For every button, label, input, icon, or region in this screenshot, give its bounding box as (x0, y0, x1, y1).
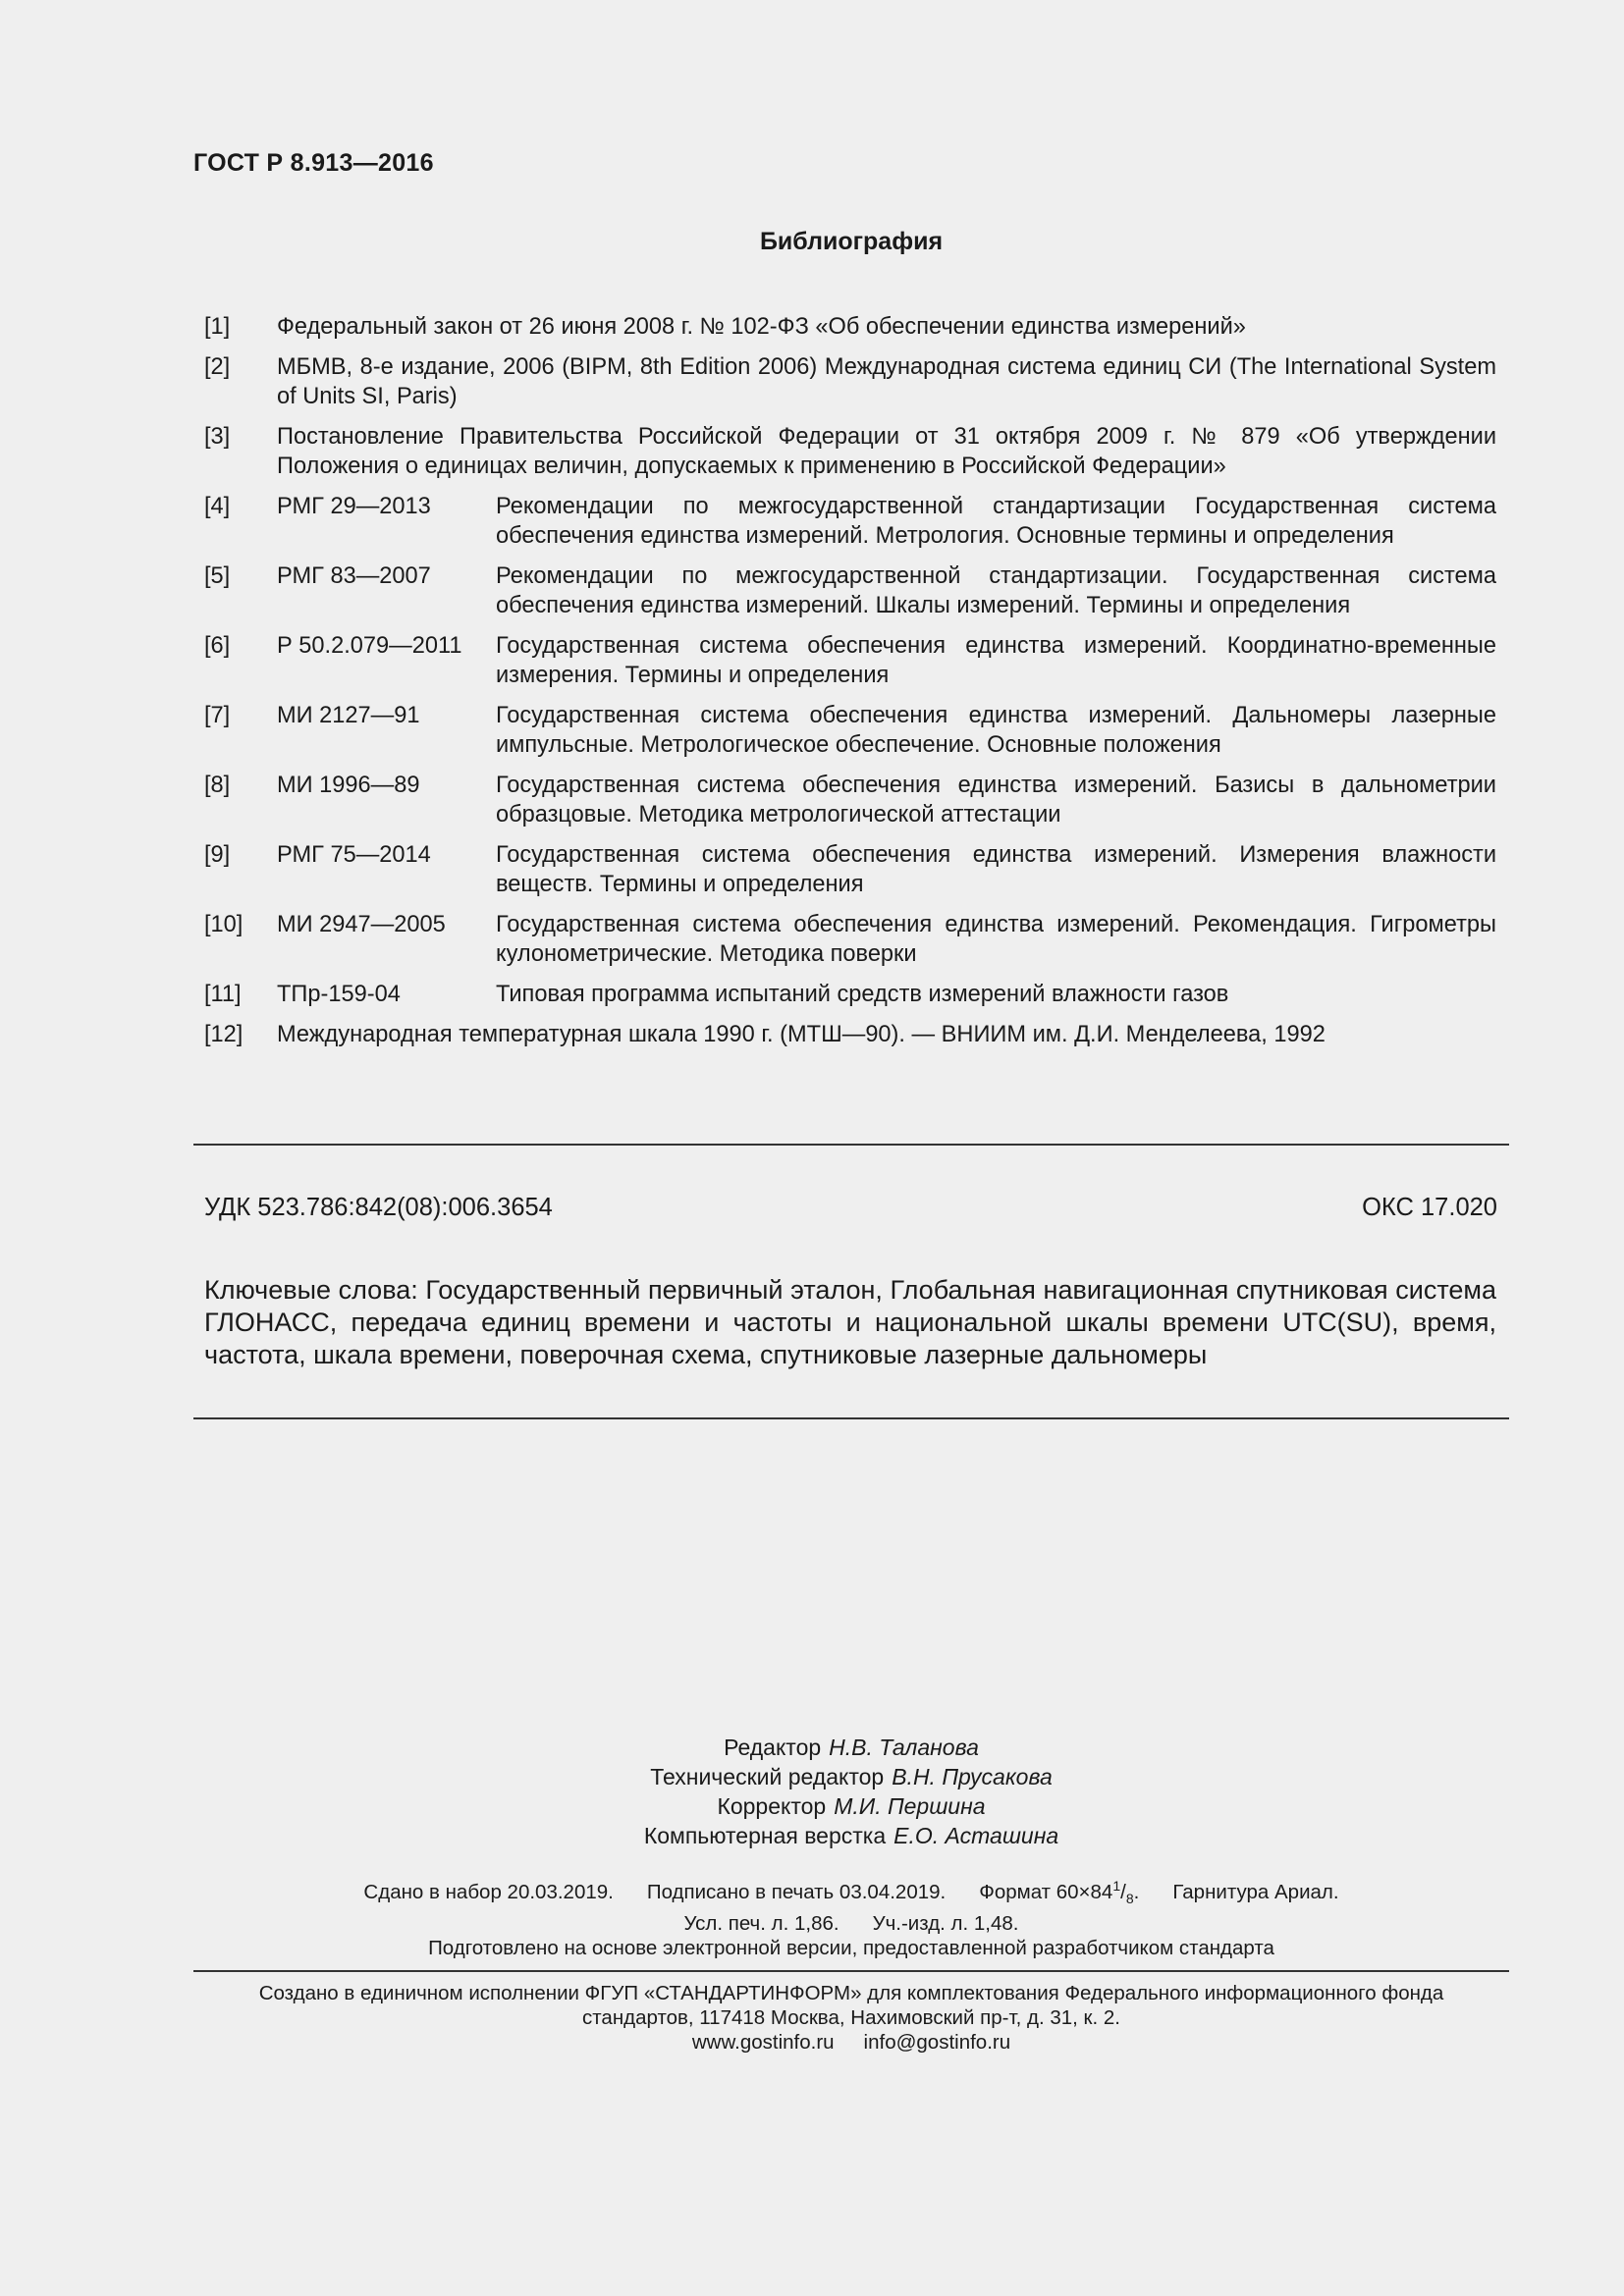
print-line-2 (0, 1911, 1624, 1936)
entry-number: [11] (204, 982, 242, 1007)
entry-text: Государственная система обеспечения единства измерений. Базисы в дальнометрии образцовые. Методика метрологической аттестации (496, 773, 1496, 828)
entry-code: РМГ 83—2007 (277, 563, 431, 589)
print-info (0, 1874, 1624, 1960)
footer-line-1: Создано в единичном исполнении ФГУП «СТАНДАРТИНФОРМ» для комплектования Федерального информационного фонда (258, 1982, 1444, 2004)
staff-role: Компьютерная верстка (643, 1823, 887, 1848)
divider-footer (193, 1970, 1509, 1972)
footer-contacts (0, 2030, 1624, 2055)
entry-number: [8] (204, 773, 231, 798)
entry-text: Государственная система обеспечения единства измерений. Рекомендация. Гигрометры кулонометрические. Методика поверки (496, 912, 1496, 967)
website-link[interactable]: www.gostinfo.ru (691, 2031, 835, 2054)
publishing-sheets: Уч.-изд. л. 1,48. (872, 1912, 1019, 1935)
publisher-footer (0, 1981, 1624, 2055)
bibliography-title: Библиография (759, 228, 944, 255)
bibliography-entry (204, 910, 1496, 969)
editorial-staff (0, 1733, 1624, 1850)
entry-code: МИ 1996—89 (277, 773, 420, 798)
bibliography-entry (204, 492, 1496, 551)
bibliography-entry (204, 312, 1496, 342)
entry-number: [3] (204, 424, 231, 450)
entry-text: Международная температурная шкала 1990 г. (МТШ—90). — ВНИИМ им. Д.И. Менделеева, 1992 (277, 1022, 1326, 1047)
print-sheets: Усл. печ. л. 1,86. (683, 1912, 839, 1935)
entry-number: [9] (204, 842, 231, 868)
entry-code: МИ 2947—2005 (277, 912, 446, 937)
entry-code: ТПр-159-04 (277, 982, 401, 1007)
entry-code: РМГ 29—2013 (277, 494, 431, 519)
entry-code: РМГ 75—2014 (277, 842, 431, 868)
divider-top (193, 1144, 1509, 1146)
paper-format: Формат $60\times 84^1/_8$. (979, 1878, 1140, 1906)
bibliography-entry (204, 980, 1496, 1009)
email-link[interactable]: info@gostinfo.ru (863, 2031, 1011, 2054)
entry-text: Рекомендации по межгосударственной стандартизации Государственная система обеспечения единства измерений. Метрология. Основные термины и определения (496, 494, 1496, 549)
entry-text: Государственная система обеспечения единства измерений. Координатно-временные измерения. Термины и определения (496, 633, 1496, 688)
signed-date: Подписано в печать 03.04.2019. (646, 1881, 947, 1903)
staff-role: Корректор (717, 1793, 827, 1819)
entry-text: Постановление Правительства Российской Федерации от 31 октября 2009 г. № 879 «Об утверждении Положения о единицах величин, допускаемых к применению в Российской Федерации» (277, 424, 1496, 479)
bibliography-entry (204, 701, 1496, 760)
entry-number: [5] (204, 563, 231, 589)
staff-name: Е.О. Асташина (893, 1823, 1059, 1848)
entry-text: Федеральный закон от 26 июня 2008 г. № 102-ФЗ «Об обеспечении единства измерений» (277, 314, 1246, 340)
bibliography-list (204, 312, 1496, 1060)
prepared-note: Подготовлено на основе электронной версии, предоставленной разработчиком стандарта (428, 1937, 1274, 1959)
entry-number: [4] (204, 494, 231, 519)
entry-text: Государственная система обеспечения единства измерений. Измерения влажности веществ. Термины и определения (496, 842, 1496, 897)
entry-text: Типовая программа испытаний средств измерений влажности газов (496, 982, 1229, 1007)
staff-role: Редактор (724, 1735, 822, 1760)
typeface: Гарнитура Ариал. (1172, 1881, 1339, 1903)
entry-text: Рекомендации по межгосударственной стандартизации. Государственная система обеспечения единства измерений. Шкалы измерений. Термины и определения (496, 563, 1496, 618)
udk-code: УДК 523.786:842(08):006.3654 (204, 1194, 553, 1221)
entry-code: МИ 2127—91 (277, 703, 420, 728)
bibliography-entry (204, 561, 1496, 620)
entry-number: [2] (204, 354, 231, 380)
entry-number: [1] (204, 314, 231, 340)
staff-line (0, 1821, 1624, 1850)
bibliography-entry (204, 771, 1496, 829)
staff-name: Н.В. Таланова (829, 1735, 979, 1760)
print-line-1 (0, 1874, 1624, 1911)
divider-keywords (193, 1417, 1509, 1419)
bibliography-entry (204, 422, 1496, 481)
bibliography-entry (204, 840, 1496, 899)
bibliography-entry (204, 352, 1496, 411)
staff-line (0, 1762, 1624, 1791)
staff-name: В.Н. Прусакова (892, 1764, 1053, 1789)
bibliography-entry (204, 1020, 1496, 1049)
document-code: ГОСТ Р 8.913—2016 (193, 149, 434, 177)
entry-number: [6] (204, 633, 231, 659)
keywords: Ключевые слова: Государственный первичный эталон, Глобальная навигационная спутниковая система ГЛОНАСС, передача единиц времени и частоты и национальной шкалы времени UTC(SU), время, частота, шкала времени, поверочная схема, спутниковые лазерные дальномеры (204, 1275, 1496, 1369)
oks-code: ОКС 17.020 (1362, 1194, 1497, 1221)
staff-name: М.И. Першина (834, 1793, 986, 1819)
entry-number: [7] (204, 703, 231, 728)
submitted-date: Сдано в набор 20.03.2019. (363, 1881, 614, 1903)
bibliography-entry (204, 631, 1496, 690)
entry-code: Р 50.2.079—2011 (277, 633, 462, 659)
staff-role: Технический редактор (650, 1764, 885, 1789)
entry-number: [12] (204, 1022, 244, 1047)
footer-line-2: стандартов, 117418 Москва, Нахимовский пр-т, д. 31, к. 2. (582, 2006, 1120, 2029)
entry-number: [10] (204, 912, 244, 937)
staff-line (0, 1791, 1624, 1821)
staff-line (0, 1733, 1624, 1762)
entry-text: МБМВ, 8-е издание, 2006 (BIPM, 8th Edition 2006) Международная система единиц СИ (The International System of Units SI, Paris) (277, 354, 1496, 409)
entry-text: Государственная система обеспечения единства измерений. Дальномеры лазерные импульсные. Метрологическое обеспечение. Основные положения (496, 703, 1496, 758)
